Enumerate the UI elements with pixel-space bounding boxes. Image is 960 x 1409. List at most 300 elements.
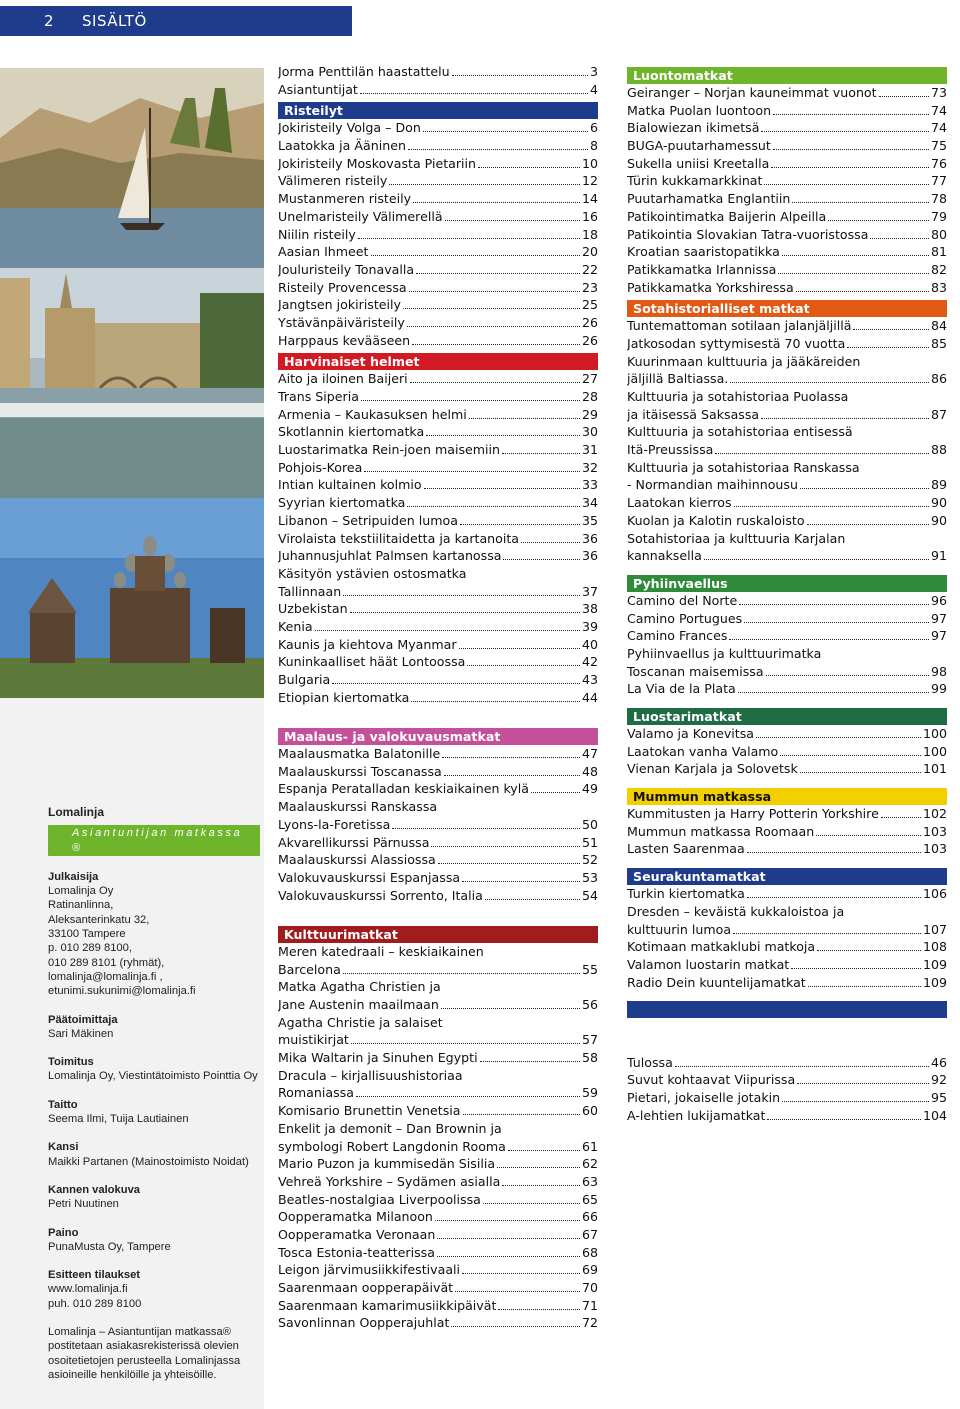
toc-entry bbox=[278, 191, 598, 209]
toc-entry-page: 90 bbox=[930, 512, 947, 528]
toc-entry-title: Jokiristeily Moskovasta Pietariin bbox=[278, 155, 477, 171]
colophon-line: Ratinanlinna, bbox=[48, 899, 114, 912]
toc-entry bbox=[278, 262, 598, 280]
colophon-label: Toimitus bbox=[48, 1056, 94, 1069]
toc-entry bbox=[278, 870, 598, 888]
toc-entry bbox=[627, 611, 947, 629]
toc-entry-page: 92 bbox=[930, 1072, 947, 1088]
toc-leader-dots bbox=[738, 692, 929, 693]
toc-section-header: Luostarimatkat bbox=[627, 708, 947, 725]
toc-entry-page: 30 bbox=[581, 424, 598, 440]
toc-entry-page: 100 bbox=[922, 743, 947, 759]
toc-spacer bbox=[627, 1037, 947, 1055]
toc-entry bbox=[278, 138, 598, 156]
toc-entry bbox=[278, 120, 598, 138]
toc-entry-page: 12 bbox=[581, 173, 598, 189]
toc-entry-page: 68 bbox=[581, 1244, 598, 1260]
toc-entry-title: Kuolan ja Kalotin ruskaloisto bbox=[627, 512, 805, 528]
toc-entry bbox=[627, 495, 947, 513]
toc-entry bbox=[627, 513, 947, 531]
toc-leader-dots bbox=[438, 863, 580, 864]
toc-leader-dots bbox=[389, 184, 580, 185]
toc-entry bbox=[278, 584, 598, 602]
toc-entry-title: Kaunis ja kiehtova Myanmar bbox=[278, 636, 457, 652]
toc-spacer bbox=[627, 779, 947, 785]
toc-leader-dots bbox=[343, 973, 580, 974]
toc-entry-title: Turkin kiertomatka bbox=[627, 886, 745, 902]
colophon-brand: Lomalinja bbox=[48, 805, 105, 819]
toc-entry-page: 77 bbox=[930, 173, 947, 189]
toc-entry-page: 103 bbox=[922, 823, 947, 839]
toc-spacer bbox=[278, 905, 598, 923]
toc-entry bbox=[278, 637, 598, 655]
toc-entry bbox=[278, 746, 598, 764]
toc-entry-title: Camino del Norte bbox=[627, 592, 738, 608]
toc-entry-page: 35 bbox=[581, 512, 598, 528]
toc-leader-dots bbox=[409, 291, 580, 292]
toc-entry-title: Espanja Peratalladan keskiaikainen kylä bbox=[278, 781, 529, 797]
toc-entry-title: Kummitusten ja Harry Potterin Yorkshire bbox=[627, 806, 879, 822]
toc-entry-title: Camino Frances bbox=[627, 628, 728, 644]
toc-leader-dots bbox=[782, 255, 929, 256]
toc-entry bbox=[278, 389, 598, 407]
toc-entry-page: 74 bbox=[930, 102, 947, 118]
toc-entry bbox=[627, 209, 947, 227]
toc-entry-title: Türin kukkamarkkinat bbox=[627, 173, 763, 189]
toc-leader-dots bbox=[392, 828, 580, 829]
toc-entry bbox=[278, 1032, 598, 1050]
toc-leader-dots bbox=[441, 1008, 580, 1009]
toc-section-header: Kulttuurimatkat bbox=[278, 926, 598, 943]
toc-entry-title: muistikirjat bbox=[278, 1032, 349, 1048]
toc-entry-title: Dresden – keväistä kukkaloistoa ja bbox=[627, 903, 845, 919]
toc-entry-title: Bulgaria bbox=[278, 672, 331, 687]
toc-entry-page: 107 bbox=[922, 921, 947, 937]
toc-entry bbox=[627, 886, 947, 904]
toc-entry-title: Camino Portugues bbox=[627, 610, 743, 626]
toc-entry bbox=[278, 442, 598, 460]
toc-entry bbox=[627, 681, 947, 699]
toc-entry-page: 109 bbox=[922, 956, 947, 972]
toc-entry-title: Syyrian kiertomatka bbox=[278, 495, 406, 511]
toc-entry bbox=[278, 371, 598, 389]
toc-entry bbox=[278, 654, 598, 672]
toc-entry-page: 47 bbox=[581, 746, 598, 762]
toc-entry-page: 3 bbox=[589, 64, 598, 79]
colophon-block bbox=[48, 1098, 260, 1127]
toc-entry-title: Valamo ja Konevitsa bbox=[627, 726, 755, 741]
toc-entry-page: 20 bbox=[581, 244, 598, 260]
toc-entry-title: Jane Austenin maailmaan bbox=[278, 997, 439, 1012]
toc-entry-page: 26 bbox=[581, 314, 598, 330]
toc-entry-page: 23 bbox=[581, 279, 598, 295]
toc-entry-page: 48 bbox=[581, 763, 598, 779]
colophon-line: Seema Ilmi, Tuija Lautiainen bbox=[48, 1113, 189, 1126]
toc-entry-title: A-lehtien lukijamatkat bbox=[627, 1107, 766, 1123]
toc-entry-page: 88 bbox=[930, 442, 947, 458]
toc-entry-title: Uzbekistan bbox=[278, 601, 348, 617]
colophon-line: Lomalinja – Asiantuntijan matkassa® bbox=[48, 1326, 231, 1339]
toc-entry bbox=[278, 764, 598, 782]
toc-entry bbox=[627, 824, 947, 842]
toc-leader-dots bbox=[469, 418, 580, 419]
toc-leader-dots bbox=[797, 1083, 929, 1084]
toc-entry-title: Pietari, jokaiselle jotakin bbox=[627, 1090, 781, 1105]
toc-entry-page: 84 bbox=[930, 318, 947, 334]
toc-entry bbox=[278, 1315, 598, 1333]
toc-leader-dots bbox=[730, 382, 929, 383]
page-title: SISÄLTÖ bbox=[82, 12, 147, 30]
toc-entry-title: Saarenmaan kamarimusiikkipäivät bbox=[278, 1297, 497, 1313]
toc-entry-title: Kulttuuria ja sotahistoriaa Puolassa bbox=[627, 389, 849, 404]
toc-entry-page: 56 bbox=[581, 997, 598, 1012]
toc-entry bbox=[278, 1156, 598, 1174]
toc-entry-title: Jorma Penttilän haastattelu bbox=[278, 64, 450, 79]
toc-entry-page: 52 bbox=[581, 852, 598, 868]
toc-entry bbox=[278, 513, 598, 531]
toc-entry-title: ja itäisessä Saksassa bbox=[627, 406, 760, 422]
toc-leader-dots bbox=[704, 559, 929, 560]
toc-entry-page: 53 bbox=[581, 869, 598, 885]
toc-leader-dots bbox=[807, 524, 929, 525]
toc-entry bbox=[627, 191, 947, 209]
toc-entry-title: Risteily Provencessa bbox=[278, 279, 407, 295]
colophon-label: Julkaisija bbox=[48, 870, 99, 883]
toc-entry-title: Aito ja iloinen Baijeri bbox=[278, 371, 408, 387]
colophon-block bbox=[48, 1055, 260, 1084]
toc-entry bbox=[627, 138, 947, 156]
toc-entry bbox=[627, 336, 947, 354]
toc-leader-dots bbox=[773, 149, 929, 150]
toc-entry bbox=[627, 922, 947, 940]
toc-leader-dots bbox=[407, 506, 580, 507]
toc-entry-page: 31 bbox=[581, 442, 598, 458]
toc-leader-dots bbox=[315, 630, 580, 631]
toc-leader-dots bbox=[360, 93, 588, 94]
toc-entry bbox=[278, 1192, 598, 1210]
toc-entry-title: - Normandian maihinnousu bbox=[627, 477, 798, 493]
toc-leader-dots bbox=[780, 755, 921, 756]
toc-leader-dots bbox=[455, 1291, 580, 1292]
toc-entry-page: 97 bbox=[930, 610, 947, 626]
toc-leader-dots bbox=[485, 899, 580, 900]
toc-entry bbox=[278, 548, 598, 566]
toc-entry-title: Oopperamatka Veronaan bbox=[278, 1226, 436, 1242]
toc-entry-title: Harppaus kevääseen bbox=[278, 332, 411, 348]
toc-entry bbox=[627, 628, 947, 646]
toc-leader-dots bbox=[371, 255, 580, 256]
toc-leader-dots bbox=[459, 648, 580, 649]
toc-entry bbox=[278, 531, 598, 549]
toc-entry-title: Kotimaan matkaklubi matkoja bbox=[627, 939, 816, 955]
toc-entry-title: Meren katedraali – keskiaikainen bbox=[278, 943, 484, 959]
toc-entry-page: 50 bbox=[581, 816, 598, 832]
toc-section-header: Seurakuntamatkat bbox=[627, 868, 947, 885]
colophon-blocks bbox=[48, 870, 260, 1382]
toc-leader-dots bbox=[483, 1203, 580, 1204]
toc-entry-continued bbox=[627, 531, 947, 549]
colophon-line: PunaMusta Oy, Tampere bbox=[48, 1240, 171, 1253]
toc-entry-title: Matka Puolan luontoon bbox=[627, 102, 772, 118]
toc-entry-title: Pohjois-Korea bbox=[278, 459, 363, 475]
toc-leader-dots bbox=[411, 701, 580, 702]
toc-leader-dots bbox=[413, 202, 580, 203]
toc-leader-dots bbox=[773, 114, 929, 115]
toc-leader-dots bbox=[739, 604, 929, 605]
toc-entry-page: 6 bbox=[589, 120, 598, 136]
toc-section-header: Harvinaiset helmet bbox=[278, 353, 598, 370]
toc-entry-title: Maalauskurssi Toscanassa bbox=[278, 763, 442, 779]
toc-entry-title: Romaniassa bbox=[278, 1085, 354, 1101]
toc-entry-title: Jatkosodan syttymisestä 70 vuotta bbox=[627, 335, 846, 351]
toc-entry-title: Juhannusjuhlat Palmsen kartanossa bbox=[278, 548, 502, 564]
toc-entry bbox=[278, 997, 598, 1015]
colophon-label: Kansi bbox=[48, 1141, 79, 1154]
toc-entry-page: 59 bbox=[581, 1085, 598, 1101]
toc-entry bbox=[278, 1245, 598, 1263]
toc-leader-dots bbox=[416, 273, 580, 274]
toc-entry-page: 14 bbox=[581, 191, 598, 207]
toc-entry-title: Komisario Brunettin Venetsia bbox=[278, 1103, 461, 1119]
toc-entry-title: Lasten Saarenmaa bbox=[627, 841, 745, 857]
toc-leader-dots bbox=[426, 435, 580, 436]
toc-entry bbox=[278, 333, 598, 351]
toc-leader-dots bbox=[521, 542, 580, 543]
toc-entry-continued bbox=[278, 1121, 598, 1139]
toc-entry bbox=[627, 1108, 947, 1126]
toc-entry-title: Enkelit ja demonit – Dan Brownin ja bbox=[278, 1120, 502, 1136]
toc-entry-title: kulttuurin lumoa bbox=[627, 921, 732, 937]
toc-entry-page: 34 bbox=[581, 495, 598, 511]
colophon-line: Lomalinja Oy, Viestintätoimisto Pointtia Oy bbox=[48, 1070, 258, 1083]
toc-spacer bbox=[627, 566, 947, 572]
toc-leader-dots bbox=[766, 675, 929, 676]
toc-entry bbox=[627, 548, 947, 566]
toc-entry-page: 102 bbox=[922, 806, 947, 822]
toc-leader-dots bbox=[467, 665, 580, 666]
toc-entry bbox=[278, 1174, 598, 1192]
toc-entry-page: 51 bbox=[581, 834, 598, 850]
toc-leader-dots bbox=[796, 291, 929, 292]
toc-entry bbox=[627, 1090, 947, 1108]
toc-entry bbox=[278, 173, 598, 191]
toc-entry-page: 108 bbox=[922, 939, 947, 955]
toc-leader-dots bbox=[761, 418, 929, 419]
toc-spacer bbox=[627, 699, 947, 705]
toc-entry bbox=[627, 103, 947, 121]
toc-entry-title: Laatokka ja Ääninen bbox=[278, 138, 406, 154]
toc-entry-title: Tosca Estonia-teatterissa bbox=[278, 1244, 435, 1260]
travel-photos-image bbox=[0, 68, 264, 698]
toc-entry-title: Laatokan vanha Valamo bbox=[627, 743, 779, 759]
toc-entry bbox=[627, 244, 947, 262]
toc-entry-page: 91 bbox=[930, 548, 947, 564]
toc-leader-dots bbox=[531, 792, 580, 793]
toc-leader-dots bbox=[817, 950, 921, 951]
toc-leader-dots bbox=[733, 933, 921, 934]
toc-entry-title: Agatha Christie ja salaiset bbox=[278, 1014, 443, 1030]
toc-leader-dots bbox=[744, 622, 929, 623]
toc-entry-page: 87 bbox=[930, 406, 947, 422]
toc-entry bbox=[627, 318, 947, 336]
colophon-line: osoitetietojen perusteella Lomalinjassa bbox=[48, 1354, 241, 1367]
toc-entry-page: 76 bbox=[930, 155, 947, 171]
toc-entry-title: Leigon järvimusiikkifestivaali bbox=[278, 1262, 461, 1278]
toc-entry bbox=[278, 82, 598, 100]
toc-entry bbox=[627, 841, 947, 859]
toc-entry-title: Patikkamatka Yorkshiressa bbox=[627, 279, 794, 295]
toc-entry-page: 109 bbox=[922, 974, 947, 990]
toc-entry-continued bbox=[627, 354, 947, 372]
toc-entry-page: 96 bbox=[930, 592, 947, 608]
toc-entry-page: 46 bbox=[930, 1054, 947, 1070]
toc-entry-page: 72 bbox=[581, 1315, 598, 1331]
toc-entry-page: 86 bbox=[930, 371, 947, 387]
colophon-line: Maikki Partanen (Mainostoimisto Noidat) bbox=[48, 1155, 249, 1168]
toc-entry-title: Trans Siperia bbox=[278, 389, 359, 404]
toc-entry-page: 43 bbox=[581, 672, 598, 687]
toc-leader-dots bbox=[508, 1150, 580, 1151]
toc-leader-dots bbox=[764, 184, 929, 185]
toc-entry-title: Asiantuntijat bbox=[278, 81, 358, 97]
toc-leader-dots bbox=[431, 846, 580, 847]
toc-entry bbox=[627, 806, 947, 824]
toc-entry-page: 63 bbox=[581, 1173, 598, 1189]
colophon-line: Lomalinja Oy bbox=[48, 885, 114, 898]
toc-entry-page: 73 bbox=[930, 85, 947, 100]
toc-entry-title: Välimeren risteily bbox=[278, 173, 388, 189]
toc-entry-page: 75 bbox=[930, 138, 947, 154]
toc-leader-dots bbox=[462, 1273, 580, 1274]
toc-entry-title: kannaksella bbox=[627, 548, 702, 564]
toc-entry-page: 37 bbox=[581, 583, 598, 599]
toc-leader-dots bbox=[729, 639, 929, 640]
toc-leader-dots bbox=[435, 1220, 580, 1221]
toc-section-header: Mummun matkassa bbox=[627, 788, 947, 805]
toc-leader-dots bbox=[451, 1326, 580, 1327]
toc-entry-title: Kuurinmaan kulttuuria ja jääkäreiden bbox=[627, 353, 861, 369]
toc-entry-continued bbox=[278, 1015, 598, 1033]
toc-entry-page: 89 bbox=[930, 477, 947, 493]
toc-entry-page: 90 bbox=[930, 495, 947, 511]
toc-entry-title: Dracula – kirjallisuushistoriaa bbox=[278, 1067, 463, 1083]
toc-spacer bbox=[627, 992, 947, 998]
toc-entry-title: Maalauskurssi Alassiossa bbox=[278, 852, 436, 868]
toc-entry-page: 101 bbox=[922, 761, 947, 777]
toc-entry-continued bbox=[627, 424, 947, 442]
toc-entry-title: Patikkamatka Irlannissa bbox=[627, 261, 777, 277]
toc-entry-title: BUGA-puutarhamessut bbox=[627, 138, 771, 154]
colophon bbox=[48, 805, 260, 1396]
header-bar bbox=[0, 6, 352, 36]
toc-leader-dots bbox=[756, 737, 921, 738]
toc-entry-page: 100 bbox=[922, 726, 947, 741]
colophon-line: asioineille henkilöille ja yhteisöille. bbox=[48, 1368, 217, 1381]
toc-leader-dots bbox=[403, 308, 580, 309]
toc-leader-dots bbox=[412, 344, 580, 345]
toc-entry-page: 65 bbox=[581, 1191, 598, 1207]
toc-entry bbox=[278, 280, 598, 298]
toc-entry-title: Matka Agatha Christien ja bbox=[278, 979, 441, 995]
colophon-label: Paino bbox=[48, 1226, 79, 1239]
colophon-label: Taitto bbox=[48, 1098, 78, 1111]
toc-entry-page: 39 bbox=[581, 618, 598, 634]
colophon-line: etunimi.sukunimi@lomalinja.fi bbox=[48, 985, 196, 998]
toc-leader-dots bbox=[792, 202, 929, 203]
toc-entry-page: 22 bbox=[581, 261, 598, 277]
toc-entry bbox=[278, 690, 598, 708]
toc-leader-dots bbox=[462, 881, 580, 882]
toc-entry-page: 83 bbox=[930, 279, 947, 295]
toc-leader-dots bbox=[364, 471, 580, 472]
toc-leader-dots bbox=[881, 817, 921, 818]
toc-leader-dots bbox=[502, 453, 580, 454]
toc-entry bbox=[627, 262, 947, 280]
toc-entry bbox=[627, 477, 947, 495]
toc-entry-title: Sotahistoriaa ja kulttuuria Karjalan bbox=[627, 530, 846, 546]
toc-leader-dots bbox=[734, 506, 929, 507]
toc-leader-dots bbox=[747, 852, 921, 853]
toc-entry-title: Kroatian saaristopatikka bbox=[627, 244, 780, 260]
toc-entry bbox=[278, 1298, 598, 1316]
toc-leader-dots bbox=[808, 986, 921, 987]
toc-entry-page: 69 bbox=[581, 1262, 598, 1278]
colophon-label: Päätoimittaja bbox=[48, 1013, 118, 1026]
toc-leader-dots bbox=[350, 612, 580, 613]
toc-entry-title: Niilin risteily bbox=[278, 226, 356, 242]
toc-entry-page: 74 bbox=[930, 120, 947, 136]
toc-entry-continued bbox=[278, 799, 598, 817]
toc-entry bbox=[278, 1262, 598, 1280]
colophon-line: lomalinja@lomalinja.fi , bbox=[48, 970, 163, 983]
toc-entry-page: 98 bbox=[930, 663, 947, 679]
toc-entry-title: Jouluristeily Tonavalla bbox=[278, 261, 415, 277]
toc-entry-title: Sukella uniisi Kreetalla bbox=[627, 155, 770, 171]
toc-entry-title: Vehreä Yorkshire – Sydämen asialla bbox=[278, 1173, 501, 1189]
toc-entry-page: 18 bbox=[581, 226, 598, 242]
toc-entry bbox=[278, 477, 598, 495]
toc-entry-page: 16 bbox=[581, 208, 598, 224]
toc-entry-page: 79 bbox=[930, 208, 947, 224]
toc-entry-title: Suvut kohtaavat Viipurissa bbox=[627, 1072, 796, 1088]
toc-entry bbox=[278, 1050, 598, 1068]
toc-leader-dots bbox=[800, 488, 929, 489]
toc-leader-dots bbox=[497, 1167, 580, 1168]
toc-entry-page: 27 bbox=[581, 371, 598, 387]
toc-entry-page: 85 bbox=[930, 335, 947, 351]
toc-entry-title: Maalausmatka Balatonille bbox=[278, 746, 441, 762]
toc-spacer bbox=[278, 707, 598, 725]
toc-entry bbox=[627, 407, 947, 425]
toc-entry-title: Geiranger – Norjan kauneimmat vuonot bbox=[627, 85, 877, 100]
toc-entry bbox=[278, 227, 598, 245]
toc-leader-dots bbox=[460, 524, 580, 525]
colophon-tagline: Asiantuntijan matkassa ® bbox=[48, 825, 260, 856]
toc-entry-title: Toscanan maisemissa bbox=[627, 663, 764, 679]
toc-leader-dots bbox=[782, 1101, 929, 1102]
toc-leader-dots bbox=[452, 75, 588, 76]
colophon-line: 010 289 8101 (ryhmät), bbox=[48, 956, 165, 969]
toc-entry bbox=[278, 672, 598, 690]
toc-entry bbox=[278, 460, 598, 478]
toc-leader-dots bbox=[437, 1256, 580, 1257]
toc-entry-page: 62 bbox=[581, 1156, 598, 1172]
toc-entry-page: 40 bbox=[581, 636, 598, 652]
toc-section-header: Maalaus- ja valokuvausmatkat bbox=[278, 728, 598, 745]
toc-entry-title: Kenia bbox=[278, 618, 313, 634]
toc-entry bbox=[278, 424, 598, 442]
toc-entry-page: 58 bbox=[581, 1050, 598, 1066]
